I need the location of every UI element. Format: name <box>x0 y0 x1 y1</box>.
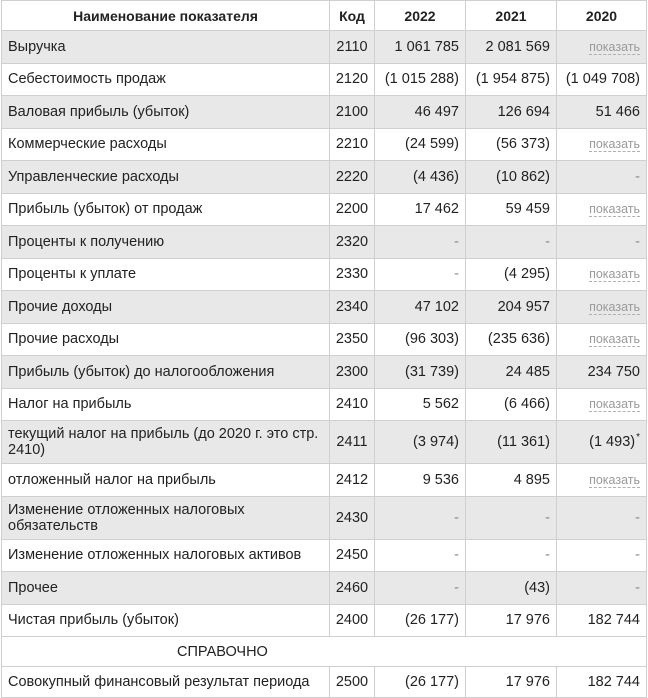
value-2022 <box>375 388 466 421</box>
row-name: Чистая прибыль (убыток) <box>2 604 330 637</box>
table-row <box>2 63 647 96</box>
value-2022 <box>375 496 466 539</box>
table-row <box>2 193 647 226</box>
header-code: Код <box>330 1 375 31</box>
empty-value: - <box>454 266 459 283</box>
table-row <box>2 96 647 129</box>
value-2022 <box>375 128 466 161</box>
row-name: Прибыль (убыток) до налогообложения <box>2 356 330 389</box>
value-text: (1 493) <box>589 434 636 450</box>
value-2022 <box>375 226 466 259</box>
empty-value: - <box>545 509 550 526</box>
row-name: Прочее <box>2 572 330 605</box>
value-2022 <box>375 258 466 291</box>
show-value-link[interactable]: показать <box>589 397 640 412</box>
value-2021 <box>466 128 557 161</box>
row-code: 2500 <box>330 667 375 698</box>
row-name: Изменение отложенных налоговых активов <box>2 539 330 572</box>
row-name: Прочие расходы <box>2 323 330 356</box>
table-row <box>2 226 647 259</box>
row-name: Проценты к получению <box>2 226 330 259</box>
value-2021 <box>466 421 557 464</box>
row-code: 2200 <box>330 193 375 226</box>
value-2021 <box>466 258 557 291</box>
value-2022 <box>375 193 466 226</box>
value-2020 <box>557 128 647 161</box>
header-year-2020: 2020 <box>557 1 647 31</box>
value-2020 <box>557 193 647 226</box>
table-row <box>2 258 647 291</box>
value-2020: 182 744 <box>557 667 647 698</box>
table-row <box>2 464 647 497</box>
table-body <box>2 31 647 698</box>
value-2022 <box>375 323 466 356</box>
show-value-link[interactable]: показать <box>589 137 640 152</box>
table-row <box>2 421 647 464</box>
value-2021 <box>466 464 557 497</box>
value-2020 <box>557 63 647 96</box>
value-text: (3 974) <box>413 434 459 450</box>
table-row <box>2 356 647 389</box>
empty-value: - <box>454 579 459 596</box>
table-row <box>2 291 647 324</box>
value-text: (4 436) <box>413 168 459 185</box>
value-2021 <box>466 226 557 259</box>
table-row <box>2 388 647 421</box>
value-text: 9 536 <box>422 471 459 488</box>
value-2021 <box>466 572 557 605</box>
value-2021 <box>466 161 557 194</box>
row-code: 2220 <box>330 161 375 194</box>
value-text: (26 177) <box>404 612 459 629</box>
value-2020 <box>557 539 647 572</box>
reference-label: СПРАВОЧНО <box>2 637 647 667</box>
empty-value: - <box>454 509 459 526</box>
empty-value: - <box>454 547 459 564</box>
row-code: 2411 <box>330 421 375 464</box>
value-2021 <box>466 496 557 539</box>
reference-row <box>2 637 647 667</box>
value-text: 4 895 <box>513 471 550 488</box>
value-2021 <box>466 291 557 324</box>
row-name: Валовая прибыль (убыток) <box>2 96 330 129</box>
value-2022 <box>375 604 466 637</box>
value-text: 1 061 785 <box>394 38 459 55</box>
value-text: 204 957 <box>497 298 550 315</box>
value-2021 <box>466 31 557 64</box>
row-name: Прибыль (убыток) от продаж <box>2 193 330 226</box>
value-text: 126 694 <box>497 103 550 120</box>
show-value-link[interactable]: показать <box>589 472 640 487</box>
value-2021 <box>466 193 557 226</box>
value-2021 <box>466 63 557 96</box>
value-2022 <box>375 63 466 96</box>
row-name: Совокупный финансовый результат периода <box>2 667 330 698</box>
table-row <box>2 572 647 605</box>
value-text: (1 015 288) <box>384 71 459 88</box>
value-2022: (26 177) <box>375 667 466 698</box>
value-2021 <box>466 96 557 129</box>
row-code: 2412 <box>330 464 375 497</box>
value-2021 <box>466 356 557 389</box>
empty-value: - <box>635 547 640 564</box>
value-text: 5 562 <box>422 396 459 413</box>
value-text: 17 976 <box>505 612 550 629</box>
value-text: (11 361) <box>497 434 550 450</box>
value-text: (56 373) <box>495 136 550 153</box>
table-row <box>2 539 647 572</box>
value-text: (1 954 875) <box>475 71 550 88</box>
value-2020 <box>557 464 647 497</box>
value-text: 51 466 <box>595 103 640 120</box>
value-2022 <box>375 421 466 464</box>
value-2022 <box>375 539 466 572</box>
value-2020 <box>557 604 647 637</box>
row-code: 2400 <box>330 604 375 637</box>
value-2022 <box>375 31 466 64</box>
value-2020 <box>557 356 647 389</box>
value-text: 59 459 <box>505 201 550 218</box>
value-text: (1 049 708) <box>565 71 640 88</box>
row-code: 2450 <box>330 539 375 572</box>
table-header-row <box>2 1 647 31</box>
row-code: 2340 <box>330 291 375 324</box>
show-value-link[interactable]: показать <box>589 267 640 282</box>
value-2020 <box>557 323 647 356</box>
table-row <box>2 161 647 194</box>
row-code: 2120 <box>330 63 375 96</box>
value-2021 <box>466 604 557 637</box>
value-2022 <box>375 356 466 389</box>
row-code: 2330 <box>330 258 375 291</box>
row-name: Изменение отложенных налоговых обязательств <box>2 496 330 539</box>
show-value-link[interactable]: показать <box>589 299 640 314</box>
value-text: 2 081 569 <box>485 38 550 55</box>
value-2022 <box>375 161 466 194</box>
value-2022 <box>375 464 466 497</box>
value-text: 24 485 <box>505 363 550 380</box>
footnote-marker: * <box>636 432 640 444</box>
empty-value: - <box>545 233 550 250</box>
empty-value: - <box>635 579 640 596</box>
empty-value: - <box>635 233 640 250</box>
row-code: 2320 <box>330 226 375 259</box>
row-code: 2410 <box>330 388 375 421</box>
show-value-link[interactable]: показать <box>589 202 640 217</box>
row-name: Коммерческие расходы <box>2 128 330 161</box>
value-text: (96 303) <box>404 331 459 348</box>
row-code: 2350 <box>330 323 375 356</box>
value-text: (31 739) <box>404 363 459 380</box>
total-row <box>2 667 647 698</box>
value-2022 <box>375 291 466 324</box>
row-code: 2430 <box>330 496 375 539</box>
value-2022 <box>375 96 466 129</box>
value-2020 <box>557 258 647 291</box>
table-row <box>2 323 647 356</box>
empty-value: - <box>635 168 640 185</box>
header-year-2021: 2021 <box>466 1 557 31</box>
empty-value: - <box>454 233 459 250</box>
value-text: (4 295) <box>504 266 550 283</box>
value-2021 <box>466 539 557 572</box>
value-text: 46 497 <box>414 103 459 120</box>
show-value-link[interactable]: показать <box>589 39 640 54</box>
row-name: Проценты к уплате <box>2 258 330 291</box>
row-name: текущий налог на прибыль (до 2020 г. это стр. 2410) <box>2 421 330 464</box>
value-2020 <box>557 572 647 605</box>
empty-value: - <box>635 509 640 526</box>
value-text: 182 744 <box>587 612 640 629</box>
row-name: Выручка <box>2 31 330 64</box>
table-row <box>2 496 647 539</box>
table-row <box>2 604 647 637</box>
value-text: 234 750 <box>587 363 640 380</box>
header-name: Наименование показателя <box>2 1 330 31</box>
row-code: 2100 <box>330 96 375 129</box>
header-year-2022: 2022 <box>375 1 466 31</box>
row-code: 2460 <box>330 572 375 605</box>
row-name: Себестоимость продаж <box>2 63 330 96</box>
row-code: 2210 <box>330 128 375 161</box>
value-text: (10 862) <box>495 168 550 185</box>
value-2020 <box>557 388 647 421</box>
show-value-link[interactable]: показать <box>589 332 640 347</box>
value-2021: 17 976 <box>466 667 557 698</box>
value-text: (235 636) <box>487 331 550 348</box>
row-code: 2110 <box>330 31 375 64</box>
value-2020 <box>557 96 647 129</box>
table-row <box>2 31 647 64</box>
empty-value: - <box>545 547 550 564</box>
table-row <box>2 128 647 161</box>
value-2020 <box>557 226 647 259</box>
row-name: Управленческие расходы <box>2 161 330 194</box>
row-name: Прочие доходы <box>2 291 330 324</box>
value-text: (43) <box>524 579 550 596</box>
value-2020 <box>557 161 647 194</box>
value-2021 <box>466 323 557 356</box>
value-2022 <box>375 572 466 605</box>
value-2020 <box>557 31 647 64</box>
value-2020 <box>557 421 647 464</box>
value-text: (6 466) <box>504 396 550 413</box>
value-2020 <box>557 291 647 324</box>
row-code: 2300 <box>330 356 375 389</box>
value-text: 17 462 <box>414 201 459 218</box>
value-text: 47 102 <box>414 298 459 315</box>
financial-results-table <box>1 0 647 698</box>
value-2020 <box>557 496 647 539</box>
row-name: Налог на прибыль <box>2 388 330 421</box>
value-2021 <box>466 388 557 421</box>
row-name: отложенный налог на прибыль <box>2 464 330 497</box>
value-text: (24 599) <box>404 136 459 153</box>
